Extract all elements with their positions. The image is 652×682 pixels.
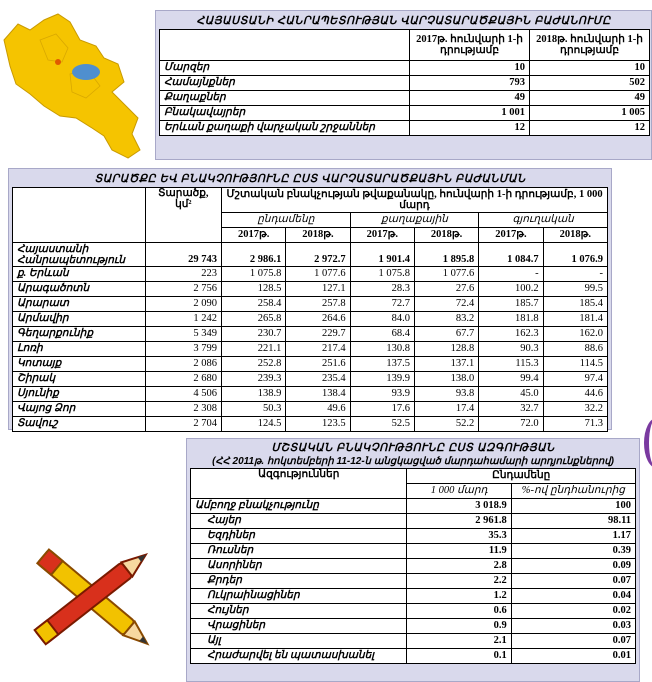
population-value: 97.4 xyxy=(543,372,607,387)
population-value: 137.1 xyxy=(414,357,478,372)
nationality-label: Վրացիներ xyxy=(191,619,407,634)
table-row xyxy=(191,544,636,559)
population-value: 264.6 xyxy=(286,312,350,327)
thousands-value: 0.6 xyxy=(407,604,511,619)
population-value: 2 972.7 xyxy=(286,243,350,267)
region-label: Արագածոտն xyxy=(13,282,146,297)
population-value: 162.3 xyxy=(479,327,543,342)
header-empty xyxy=(160,30,410,61)
table-row xyxy=(191,619,636,634)
region-label: Վայոց Ձոր xyxy=(13,402,146,417)
table-row xyxy=(191,529,636,544)
nationality-label: Հրաժարվել են պատասխանել xyxy=(191,649,407,664)
thousands-value: 2 961.8 xyxy=(407,514,511,529)
table-row xyxy=(13,387,608,402)
population-value: 128.8 xyxy=(414,342,478,357)
table-row: Երևան քաղաքի վարչական շրջաններ 12 12 xyxy=(160,121,650,136)
region-label: Արմավիր xyxy=(13,312,146,327)
nationality-label: Եզդիներ xyxy=(191,529,407,544)
territory-population-table xyxy=(12,187,608,432)
percent-value: 98.11 xyxy=(511,514,635,529)
population-value: 123.5 xyxy=(286,417,350,432)
population-value: 239.3 xyxy=(222,372,286,387)
population-value: 32.7 xyxy=(479,402,543,417)
population-value: 49.6 xyxy=(286,402,350,417)
population-value: 1 084.7 xyxy=(479,243,543,267)
thousands-value: 3 018.9 xyxy=(407,499,511,514)
percent-value: 0.09 xyxy=(511,559,635,574)
population-value: 68.4 xyxy=(350,327,414,342)
nationality-label: Ռուսներ xyxy=(191,544,407,559)
pencils-image xyxy=(8,515,173,680)
table-row xyxy=(13,312,608,327)
population-value: 235.4 xyxy=(286,372,350,387)
population-value: 72.0 xyxy=(479,417,543,432)
admin-division-panel xyxy=(155,10,652,160)
region-label: Հայաստանի Հանրապետություն xyxy=(13,243,146,267)
nationality-label: Ամբողջ բնակչությունը xyxy=(191,499,407,514)
nationality-label: Այլ xyxy=(191,634,407,649)
population-value: 128.5 xyxy=(222,282,286,297)
header-urban: քաղաքային xyxy=(350,213,479,228)
area-value: 2 086 xyxy=(145,357,221,372)
population-value: 99.4 xyxy=(479,372,543,387)
population-value: 139.9 xyxy=(350,372,414,387)
thousands-value: 2.8 xyxy=(407,559,511,574)
percent-value: 0.04 xyxy=(511,589,635,604)
population-value: 44.6 xyxy=(543,387,607,402)
table-row: Բնակավայրեր 1 001 1 005 xyxy=(160,106,650,121)
region-label: Սյունիք xyxy=(13,387,146,402)
table-row xyxy=(191,514,636,529)
region-label: Արարատ xyxy=(13,297,146,312)
area-value: 2 308 xyxy=(145,402,221,417)
table-row xyxy=(13,297,608,312)
header-year: 2017թ. xyxy=(222,228,286,243)
percent-value: 0.01 xyxy=(511,649,635,664)
population-value: 258.4 xyxy=(222,297,286,312)
header-area: Տարածք, կմ² xyxy=(145,188,221,243)
population-value: 17.4 xyxy=(414,402,478,417)
table-row xyxy=(13,372,608,387)
population-value: 251.6 xyxy=(286,357,350,372)
population-value: 114.5 xyxy=(543,357,607,372)
table-row: Մարզեր 10 10 xyxy=(160,61,650,76)
header-total: ընդամենը xyxy=(222,213,351,228)
population-value: 83.2 xyxy=(414,312,478,327)
percent-value: 0.07 xyxy=(511,574,635,589)
decorative-arc xyxy=(644,418,652,468)
population-value: 45.0 xyxy=(479,387,543,402)
table-row: Քաղաքներ 49 49 xyxy=(160,91,650,106)
territory-population-panel xyxy=(8,168,612,430)
thousands-value: 2.1 xyxy=(407,634,511,649)
header-region xyxy=(13,188,146,243)
table-row xyxy=(13,417,608,432)
table-row xyxy=(13,243,608,267)
area-value: 2 756 xyxy=(145,282,221,297)
population-value: 50.3 xyxy=(222,402,286,417)
region-label: Շիրակ xyxy=(13,372,146,387)
population-value: 162.0 xyxy=(543,327,607,342)
table-row xyxy=(191,559,636,574)
thousands-value: 2.2 xyxy=(407,574,511,589)
population-value: 93.8 xyxy=(414,387,478,402)
population-value: 1 077.6 xyxy=(286,267,350,282)
population-value: 127.1 xyxy=(286,282,350,297)
population-value: 265.8 xyxy=(222,312,286,327)
table-row xyxy=(13,267,608,282)
nationality-label: Հայեր xyxy=(191,514,407,529)
header-year: 2018թ. xyxy=(414,228,478,243)
percent-value: 100 xyxy=(511,499,635,514)
percent-value: 0.02 xyxy=(511,604,635,619)
population-value: 217.4 xyxy=(286,342,350,357)
thousands-value: 0.9 xyxy=(407,619,511,634)
population-value: 138.0 xyxy=(414,372,478,387)
admin-division-table xyxy=(159,29,650,136)
population-value: - xyxy=(479,267,543,282)
population-value: 1 895.8 xyxy=(414,243,478,267)
header-rural: գյուղական xyxy=(479,213,608,228)
thousands-value: 0.1 xyxy=(407,649,511,664)
header-2017: 2017թ. հունվարի 1-ի դրությամբ xyxy=(410,30,530,61)
population-value: 1 075.8 xyxy=(350,267,414,282)
table-row xyxy=(13,327,608,342)
header-year: 2017թ. xyxy=(479,228,543,243)
nationality-label: Հույներ xyxy=(191,604,407,619)
table-row xyxy=(13,282,608,297)
population-value: 1 075.8 xyxy=(222,267,286,282)
region-label: Լոռի xyxy=(13,342,146,357)
percent-value: 0.07 xyxy=(511,634,635,649)
table-row xyxy=(191,604,636,619)
population-value: 27.6 xyxy=(414,282,478,297)
population-value: 72.4 xyxy=(414,297,478,312)
population-value: 181.8 xyxy=(479,312,543,327)
population-value: 2 986.1 xyxy=(222,243,286,267)
area-value: 223 xyxy=(145,267,221,282)
thousands-value: 11.9 xyxy=(407,544,511,559)
area-value: 4 506 xyxy=(145,387,221,402)
table-row xyxy=(191,574,636,589)
table-row xyxy=(191,649,636,664)
region-label: Գեղարքունիք xyxy=(13,327,146,342)
population-value: 100.2 xyxy=(479,282,543,297)
population-value: 221.1 xyxy=(222,342,286,357)
population-value: 28.3 xyxy=(350,282,414,297)
header-unit-thousands: 1 000 մարդ xyxy=(407,484,511,499)
population-value: 185.4 xyxy=(543,297,607,312)
nationality-label: Ուկրաինացիներ xyxy=(191,589,407,604)
territory-population-title: ՏԱՐԱԾՔԸ ԵՎ ԲՆԱԿՉՈՒԹՅՈՒՆԸ ԸՍՏ ՎԱՐՉԱՏԱՐԱԾՔԱՅԻՆ ԲԱԺԱՆՄԱՆ xyxy=(94,173,526,185)
population-value: 32.2 xyxy=(543,402,607,417)
header-total: Ընդամենը xyxy=(407,469,636,484)
header-year: 2018թ. xyxy=(543,228,607,243)
population-value: 181.4 xyxy=(543,312,607,327)
population-value: 138.4 xyxy=(286,387,350,402)
region-label: Տավուշ xyxy=(13,417,146,432)
population-value: 84.0 xyxy=(350,312,414,327)
population-value: 1 076.9 xyxy=(543,243,607,267)
ethnicity-table xyxy=(190,468,636,664)
region-label: Կոտայք xyxy=(13,357,146,372)
table-row xyxy=(191,499,636,514)
region-label: ք. Երևան xyxy=(13,267,146,282)
header-2018: 2018թ. հունվարի 1-ի դրությամբ xyxy=(530,30,650,61)
thousands-value: 1.2 xyxy=(407,589,511,604)
population-value: 115.3 xyxy=(479,357,543,372)
table-row xyxy=(13,357,608,372)
population-value: 1 901.4 xyxy=(350,243,414,267)
ethnicity-subtitle: (ՀՀ 2011թ. հոկտեմբերի 11-12-ն անցկացված մարդահամարի արդյունքներով) xyxy=(212,456,614,467)
population-value: 99.5 xyxy=(543,282,607,297)
table-row: Համայնքներ 793 502 xyxy=(160,76,650,91)
population-value: 229.7 xyxy=(286,327,350,342)
population-value: 230.7 xyxy=(222,327,286,342)
population-value: 252.8 xyxy=(222,357,286,372)
area-value: 2 090 xyxy=(145,297,221,312)
table-row xyxy=(13,402,608,417)
nationality-label: Ասորիներ xyxy=(191,559,407,574)
area-value: 5 349 xyxy=(145,327,221,342)
population-value: - xyxy=(543,267,607,282)
population-value: 52.2 xyxy=(414,417,478,432)
population-value: 52.5 xyxy=(350,417,414,432)
percent-value: 0.03 xyxy=(511,619,635,634)
population-value: 185.7 xyxy=(479,297,543,312)
header-year: 2017թ. xyxy=(350,228,414,243)
area-value: 3 799 xyxy=(145,342,221,357)
header-nationality: Ազգություններ xyxy=(191,469,407,499)
table-row xyxy=(191,634,636,649)
population-value: 90.3 xyxy=(479,342,543,357)
population-value: 72.7 xyxy=(350,297,414,312)
header-year: 2018թ. xyxy=(286,228,350,243)
ethnicity-title: ՄՇՏԱԿԱՆ ԲՆԱԿՉՈՒԹՅՈՒՆԸ ԸՍՏ ԱԶԳՈՒԹՅԱՆ xyxy=(271,442,555,454)
admin-division-title: ՀԱՅԱՍՏԱՆԻ ՀԱՆՐԱՊԵՏՈՒԹՅԱՆ ՎԱՐՉԱՏԱՐԱԾՔԱՅԻՆ ԲԱԺԱՆՈՒՄԸ xyxy=(196,15,611,27)
percent-value: 0.39 xyxy=(511,544,635,559)
table-row xyxy=(191,589,636,604)
armenia-map-image xyxy=(0,0,152,160)
population-value: 93.9 xyxy=(350,387,414,402)
population-value: 17.6 xyxy=(350,402,414,417)
population-value: 67.7 xyxy=(414,327,478,342)
population-value: 257.8 xyxy=(286,297,350,312)
area-value: 1 242 xyxy=(145,312,221,327)
percent-value: 1.17 xyxy=(511,529,635,544)
population-value: 130.8 xyxy=(350,342,414,357)
header-population: Մշտական բնակչության թվաքանակը, հունվարի 1-ի դրությամբ, 1 000 մարդ xyxy=(222,188,608,213)
population-value: 1 077.6 xyxy=(414,267,478,282)
population-value: 124.5 xyxy=(222,417,286,432)
population-value: 71.3 xyxy=(543,417,607,432)
area-value: 2 680 xyxy=(145,372,221,387)
header-unit-percent: %-ով ընդհանուրից xyxy=(511,484,635,499)
population-value: 138.9 xyxy=(222,387,286,402)
thousands-value: 35.3 xyxy=(407,529,511,544)
population-value: 88.6 xyxy=(543,342,607,357)
nationality-label: Քրդեր xyxy=(191,574,407,589)
area-value: 2 704 xyxy=(145,417,221,432)
area-value: 29 743 xyxy=(145,243,221,267)
table-row xyxy=(13,342,608,357)
population-value: 137.5 xyxy=(350,357,414,372)
ethnicity-panel xyxy=(186,438,640,682)
